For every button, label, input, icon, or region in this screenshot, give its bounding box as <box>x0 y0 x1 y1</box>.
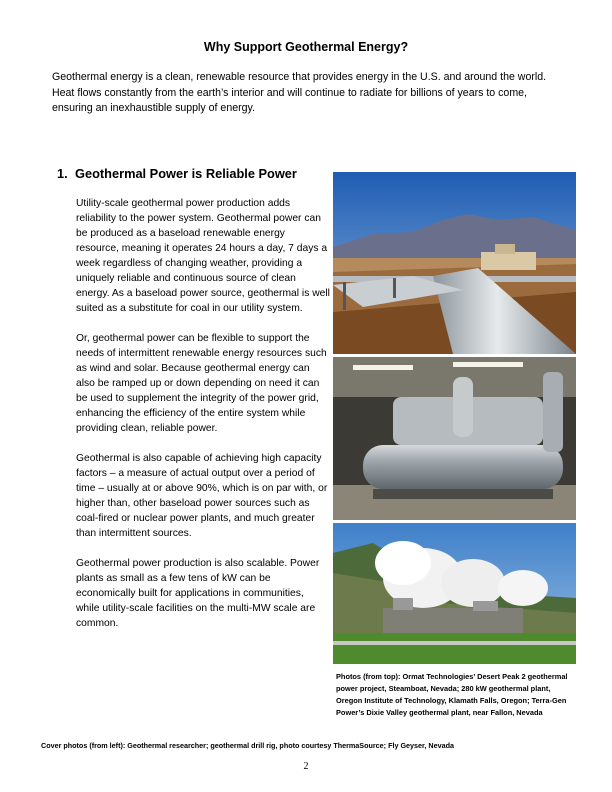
section-number: 1. <box>57 166 68 181</box>
body-paragraph: Utility-scale geothermal power production adds reliability to the power system. Geothermal power can be produced as a baseload renewable energy resource, meaning it operates 24 hours a day, 7 days a week regardless of changing weather, providing a uniquely reliable and continuous source of clean energy. As a baseload power source, geothermal is well suited as a substitute for coal in our utility system. <box>76 198 330 314</box>
intro-paragraph: Geothermal energy is a clean, renewable resource that provides energy in the U.S. and around the world. Heat flows constantly from the earth’s interior and will continue to radiate for billions of years to come, ensuring an inexhaustible supply of energy. <box>52 71 547 114</box>
body-column <box>76 196 330 646</box>
section-heading-text: Geothermal Power is Reliable Power <box>75 166 297 181</box>
body-paragraph: Geothermal is also capable of achieving high capacity factors – a measure of actual output over a period of time – usually at or above 90%, which is on par with, or higher than, other baseload power sources such as coal-fired or nuclear power plants, and much greater than intermittent sources. <box>76 453 328 539</box>
page-number: 2 <box>303 761 309 772</box>
photo-caption: Photos (from top): Ormat Technologies’ Desert Peak 2 geothermal power project, Steamboat, Nevada; 280 kW geothermal plant, Oregon Institute of Technology, Klamath Falls, Oregon; Terra-Gen Power’s Dixie Valley geothermal plant, near Fallon, Nevada <box>336 672 568 717</box>
page-title: Why Support Geothermal Energy? <box>203 40 409 54</box>
cover-photo-credit: Cover photos (from left): Geothermal researcher; geothermal drill rig, photo courtesy ThermaSource; Fly Geyser, Nevada <box>41 741 454 750</box>
section-heading <box>57 166 297 181</box>
body-paragraph: Geothermal power production is also scalable. Power plants as small as a few tens of kW can be economically built for applications in communities, while utility-scale facilities on the multi-MW scale are common. <box>76 558 320 629</box>
body-paragraph: Or, geothermal power can be flexible to support the needs of intermittent renewable energy resources such as wind and solar. Because geothermal energy can also be ramped up or down depending on need it can be used to supplement the integrity of the power grid, enhancing the efficiency of the entire system while providing clean, reliable power. <box>76 333 327 434</box>
photo-steam-plant <box>333 523 576 664</box>
photo-plant-machinery <box>333 357 576 520</box>
photo-pipeline <box>333 172 576 354</box>
